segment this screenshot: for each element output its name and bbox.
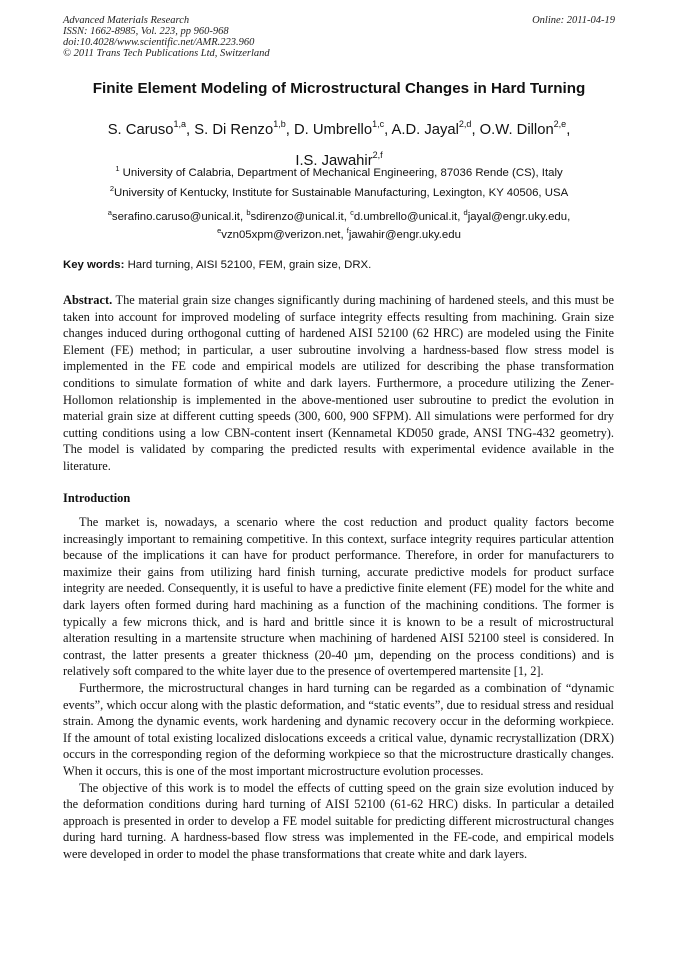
- paper-title: Finite Element Modeling of Microstructural Changes in Hard Turning: [92, 80, 586, 97]
- author: S. Caruso$^{1,a}$: [107, 119, 186, 138]
- email: $^b$sdirenzo@unical.it: [246, 208, 344, 223]
- abstract-text: The material grain size changes significantly during machining of hardened steels, and this must be taken into account for improved modeling of surface integrity effects resulting from machining. Grain size changes induced during orthogonal cutting of hardened AISI 52100 (62 HRC) are modeled using the Finite Element (FE) method; in particular, a user subroutine involving a hardness-based flow stress model is implemented in the FE code and empirical models are utilized for describing the phase transformation conditions to simulate formation of white and dark layers. Furthermore, a procedure utilizing the Zener-Hollomon relationship is implemented in the above-mentioned user subroutine to predict the evolution in material grain size at different cutting speeds (300, 600, 900 SFPM). All simulations were performed for dry cutting conditions using a low CBN-content insert (Kennametal KD050 grade, ANSI TNG-432 geometry). The model is validated by comparing the predicted results with experimental evidence available in the literature.: [63, 293, 614, 473]
- affiliation-1: $^1$ University of Calabria, Department of Mechanical Engineering, 87036 Rende (CS), Italy: [115, 164, 563, 179]
- author: I.S. Jawahir$^{2,f}$: [295, 149, 383, 169]
- paragraph: Furthermore, the microstructural changes in hard turning can be regarded as a combination of “dynamic events”, which occur along with the plastic deformation, and “static events”, due to residual stress and residual strain. Among the dynamic events, work hardening and dynamic recovery occur in the deforming workpiece. If the amount of total existing localized dislocations exceeds a critical value, dynamic recrystallization (DRX) occurs in the corresponding region of the deforming workpiece so that the microstructure drastically changes. When it occurs, this is one of the most important microstructure evolution processes.: [63, 680, 614, 778]
- abstract-label: Abstract.: [63, 293, 113, 307]
- keywords: [63, 259, 371, 271]
- paragraph: The objective of this work is to model the effects of cutting speed on the grain size evolution induced by the deformation conditions during hard turning of AISI 52100 (61-62 HRC) disks. In particular a detailed approach is presented in order to develop a FE model suitable for predicting different microstructural changes during hard turning. A hardness-based flow stress was implemented in the FE-code, and empirical models were developed in order to model the phase transformations that create white and dark layers.: [63, 780, 614, 861]
- author: S. Di Renzo$^{1,b}$: [194, 119, 286, 138]
- email: $^a$serafino.caruso@unical.it: [107, 208, 240, 223]
- email-list: $^a$serafino.caruso@unical.it, $^b$sdirenzo@unical.it, $^c$d.umbrello@unical.it, $^d$jayal@engr.uky.edu, $^e$vzn05xpm@verizon.net, $^f$jawahir@engr.uky.edu: [107, 208, 571, 241]
- keywords-label: Key words:: [63, 259, 125, 271]
- author: D. Umbrello$^{1,c}$: [293, 119, 385, 138]
- keywords-text: Hard turning, AISI 52100, FEM, grain size, DRX.: [127, 259, 372, 271]
- email: $^d$jayal@engr.uky.edu: [463, 208, 568, 223]
- doi-line: doi:10.4028/www.scientific.net/AMR.223.960: [63, 37, 255, 48]
- copyright-line: © 2011 Trans Tech Publications Ltd, Switzerland: [63, 48, 270, 59]
- email: $^c$d.umbrello@unical.it: [350, 208, 458, 223]
- author: A.D. Jayal$^{2,d}$: [391, 119, 472, 138]
- introduction-body: [63, 514, 614, 862]
- online-date: Online: 2011-04-19: [532, 15, 615, 26]
- abstract: [63, 292, 614, 475]
- issn-line: ISSN: 1662-8985, Vol. 223, pp 960-968: [63, 26, 229, 37]
- email: $^e$vzn05xpm@verizon.net: [217, 225, 341, 241]
- journal-name: Advanced Materials Research: [63, 15, 190, 26]
- journal-header: [63, 15, 270, 59]
- author: O.W. Dillon$^{2,e}$: [479, 119, 567, 138]
- email: $^f$jawahir@engr.uky.edu: [346, 225, 461, 241]
- affiliation-2: $^2$University of Kentucky, Institute for Sustainable Manufacturing, Lexington, KY 40506, USA: [109, 184, 569, 199]
- paragraph: The market is, nowadays, a scenario where the cost reduction and product quality factors become increasingly important to remaining competitive. In this context, surface integrity requires particular attention because of the implications it can have for product performance. Therefore, in order for manufacturers to maximize their gains from utilizing hard finish turning, accurate predictive models for product surface integrity are needed. Consequently, it is useful to have a predictive finite element (FE) model for the white and dark layers often formed during hard machining as a function of the machining conditions. The former is typically a few microns thick, and is hard and brittle since it is known to be a result of microstructural alteration resulting in a martensite structure when machining of hardened AISI 52100 steel is considered. In contrast, the latter presents a greater thickness (20-40 µm, depending on the process conditions) and is relatively soft compared to the white layer due to the presence of overtempered martensite [1, 2].: [63, 515, 614, 679]
- introduction-heading: Introduction: [63, 491, 131, 505]
- author-list: S. Caruso$^{1,a}$, S. Di Renzo$^{1,b}$, D. Umbrello$^{1,c}$, A.D. Jayal$^{2,d}$, O.W. Dillon$^{2,e}$, I.S. Jawahir$^{2,f}$: [107, 119, 571, 169]
